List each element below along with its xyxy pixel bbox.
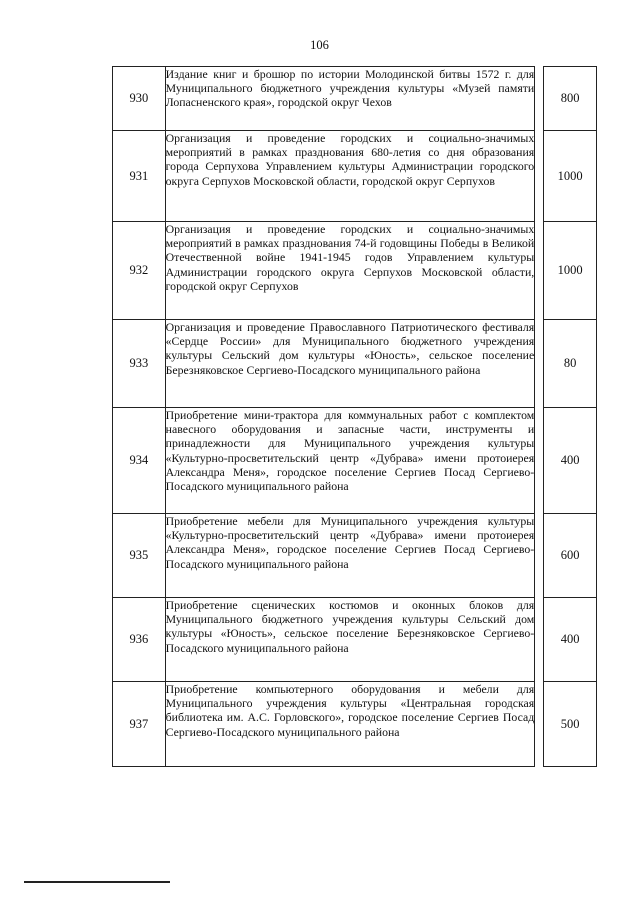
footnote-separator xyxy=(24,881,170,883)
column-gap xyxy=(535,67,544,131)
row-amount: 400 xyxy=(544,408,597,514)
row-amount: 800 xyxy=(544,67,597,131)
row-amount: 400 xyxy=(544,598,597,682)
row-amount: 1000 xyxy=(544,222,597,320)
table-row xyxy=(113,222,597,320)
row-number: 932 xyxy=(113,222,166,320)
row-description: Приобретение мини-трактора для коммунальных работ с комплектом навесного оборудования и запасные части, инструменты и принадлежности для Муниципального учреждения культуры «Культурно-просветительский центр «Дубрава» имени протоиерея Александра Меня», городское поселение Сергиев Посад Сергиево-Посадского муниципального района xyxy=(165,408,535,514)
table-row xyxy=(113,131,597,222)
table-row xyxy=(113,408,597,514)
column-gap xyxy=(535,514,544,598)
row-amount: 600 xyxy=(544,514,597,598)
row-number: 930 xyxy=(113,67,166,131)
row-amount: 80 xyxy=(544,320,597,408)
row-amount: 1000 xyxy=(544,131,597,222)
page-number: 106 xyxy=(310,38,329,52)
row-number: 937 xyxy=(113,682,166,767)
column-gap xyxy=(535,598,544,682)
column-gap xyxy=(535,131,544,222)
column-gap xyxy=(535,320,544,408)
column-gap xyxy=(535,682,544,767)
column-gap xyxy=(535,222,544,320)
row-description: Приобретение сценических костюмов и оконных блоков для Муниципального бюджетного учреждения культуры Сельский дом культуры «Юность», сельское поселение Березняковское Сергиево-Посадского муниципального района xyxy=(165,598,535,682)
row-description: Издание книг и брошюр по истории Молодинской битвы 1572 г. для Муниципального бюджетного учреждения культуры «Музей памяти Лопасненского края», городской округ Чехов xyxy=(165,67,535,131)
row-number: 936 xyxy=(113,598,166,682)
table-row xyxy=(113,682,597,767)
budget-table xyxy=(112,66,597,767)
table-row xyxy=(113,514,597,598)
table-row xyxy=(113,67,597,131)
row-number: 933 xyxy=(113,320,166,408)
row-description: Организация и проведение городских и социально-значимых мероприятий в рамках празднования 680-летия со дня образования города Серпухова Управлением культуры Администрации городского округа Серпухов Московской области, городской округ Серпухов xyxy=(165,131,535,222)
row-number: 931 xyxy=(113,131,166,222)
row-description: Приобретение мебели для Муниципального учреждения культуры «Культурно-просветительский центр «Дубрава» имени протоиерея Александра Меня», городское поселение Сергиев Посад Сергиево-Посадского муниципального района xyxy=(165,514,535,598)
row-number: 934 xyxy=(113,408,166,514)
table-row xyxy=(113,598,597,682)
row-description: Организация и проведение городских и социально-значимых мероприятий в рамках празднования 74-й годовщины Победы в Великой Отечественной войне 1941-1945 годов Управлением культуры Администрации городского округа Серпухов Московской области, городской округ Серпухов xyxy=(165,222,535,320)
row-number: 935 xyxy=(113,514,166,598)
table-row xyxy=(113,320,597,408)
row-amount: 500 xyxy=(544,682,597,767)
row-description: Приобретение компьютерного оборудования и мебели для Муниципального учреждения культуры «Центральная городская библиотека им. А.С. Горловского», городское поселение Сергиев Посад Сергиево-Посадского муниципального района xyxy=(165,682,535,767)
column-gap xyxy=(535,408,544,514)
row-description: Организация и проведение Православного Патриотического фестиваля «Сердце России» для Муниципального бюджетного учреждения культуры Сельский дом культуры «Юность», сельское поселение Березняковское Сергиево-Посадского муниципального района xyxy=(165,320,535,408)
